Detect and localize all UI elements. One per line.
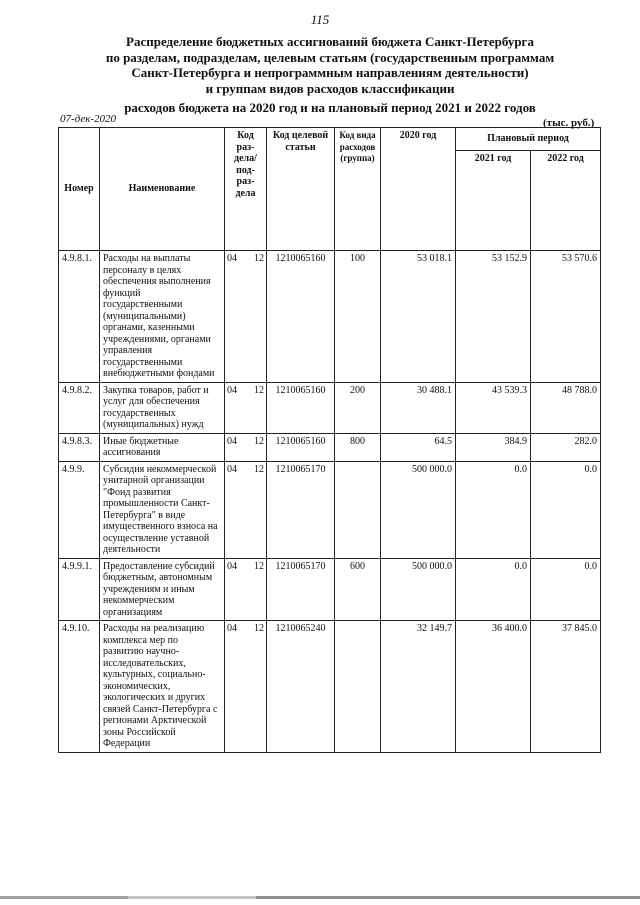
row-value-2020: 30 488.1 [381,382,456,433]
header-target-code: Код целевой статьи [267,128,335,251]
row-section-code [225,251,267,383]
row-name: Расходы на выплаты персоналу в целях обеспечения выполнения функций государственными (муниципальными) органами, казенными учреждениями, органами управления государственными внебюджетными фондами [100,251,225,383]
row-target-code: 1210065160 [267,382,335,433]
units-label: (тыс. руб.) [543,117,595,129]
document-title [40,34,620,116]
header-section-code: Код раз-дела/ под-раз-дела [225,128,267,251]
row-value-2020: 500 000.0 [381,558,456,621]
table-row [59,251,601,383]
row-type-code [335,621,381,753]
row-value-2020: 500 000.0 [381,461,456,558]
title-line: расходов бюджета на 2020 год и на плановый период 2021 и 2022 годов [124,100,536,115]
row-section: 04 [227,560,237,572]
header-number: Номер [59,128,100,251]
row-value-2020: 53 018.1 [381,251,456,383]
row-section: 04 [227,623,237,634]
row-target-code: 1210065170 [267,558,335,621]
row-subsection: 12 [254,435,264,447]
row-subsection: 12 [254,384,264,396]
row-target-code: 1210065160 [267,251,335,383]
row-section-code [225,461,267,558]
header-2021: 2021 год [456,150,531,250]
row-number: 4.9.8.3. [59,433,100,461]
row-value-2020: 64.5 [381,433,456,461]
table-row [59,461,601,558]
title-line: и группам видов расходов классификации [205,80,455,96]
row-target-code: 1210065160 [267,433,335,461]
row-subsection: 12 [254,463,264,475]
row-value-2021: 53 152.9 [456,251,531,383]
row-name: Расходы на реализацию комплекса мер по развитию научно-исследовательских, культурных, социально-экономических, экологических и других связей Санкт-Петербурга с регионами Арктической зоны Российской Федерации [100,621,225,753]
row-value-2022: 282.0 [531,433,601,461]
scan-edge [0,896,640,899]
row-value-2021: 0.0 [456,558,531,621]
row-section: 04 [227,384,237,396]
row-type-code [335,461,381,558]
row-name: Закупка товаров, работ и услуг для обеспечения государственных (муниципальных) нужд [100,382,225,433]
row-section: 04 [227,463,237,475]
header-name: Наименование [100,128,225,251]
row-value-2022: 53 570.6 [531,251,601,383]
header-2022: 2022 год [531,150,601,250]
header-planned-period: Плановый период [456,128,601,151]
table-row [59,558,601,621]
row-number: 4.9.8.1. [59,251,100,383]
table-row [59,621,601,753]
row-section-code [225,621,267,753]
row-value-2022: 0.0 [531,461,601,558]
row-subsection: 12 [254,253,264,264]
title-line: по разделам, подразделам, целевым статьям (государственным программам [105,49,555,65]
table-row [59,433,601,461]
row-value-2020: 32 149.7 [381,621,456,753]
header-2020: 2020 год [381,128,456,251]
row-section: 04 [227,435,237,447]
row-target-code: 1210065170 [267,461,335,558]
row-target-code: 1210065240 [267,621,335,753]
row-value-2022: 48 788.0 [531,382,601,433]
row-section: 04 [227,253,237,264]
row-value-2021: 36 400.0 [456,621,531,753]
row-section-code [225,433,267,461]
row-name: Предоставление субсидий бюджетным, автономным учреждениям и иным некоммерческим организациям [100,558,225,621]
row-value-2022: 37 845.0 [531,621,601,753]
title-line: Распределение бюджетных ассигнований бюджета Санкт-Петербурга [126,34,534,49]
row-value-2021: 384.9 [456,433,531,461]
title-line: Санкт-Петербурга и непрограммным направлениям деятельности) [131,65,529,80]
row-section-code [225,558,267,621]
row-name: Субсидия некоммерческой унитарной организации "Фонд развития промышленности Санкт-Петербурга" в виде имущественного взноса на осуществление уставной деятельности [100,461,225,558]
row-type-code: 800 [335,433,381,461]
row-number: 4.9.9. [59,461,100,558]
row-type-code: 200 [335,382,381,433]
row-type-code: 100 [335,251,381,383]
row-section-code [225,382,267,433]
header-type-code: Код вида расходов (группа) [335,128,381,251]
row-number: 4.9.10. [59,621,100,753]
row-value-2022: 0.0 [531,558,601,621]
document-date: 07-дек-2020 [60,113,117,125]
row-subsection: 12 [254,623,264,634]
row-number: 4.9.8.2. [59,382,100,433]
page-number: 115 [310,12,330,27]
row-type-code: 600 [335,558,381,621]
row-subsection: 12 [254,560,264,572]
table-row [59,382,601,433]
row-name: Иные бюджетные ассигнования [100,433,225,461]
budget-table [58,127,601,753]
row-number: 4.9.9.1. [59,558,100,621]
row-value-2021: 0.0 [456,461,531,558]
row-value-2021: 43 539.3 [456,382,531,433]
